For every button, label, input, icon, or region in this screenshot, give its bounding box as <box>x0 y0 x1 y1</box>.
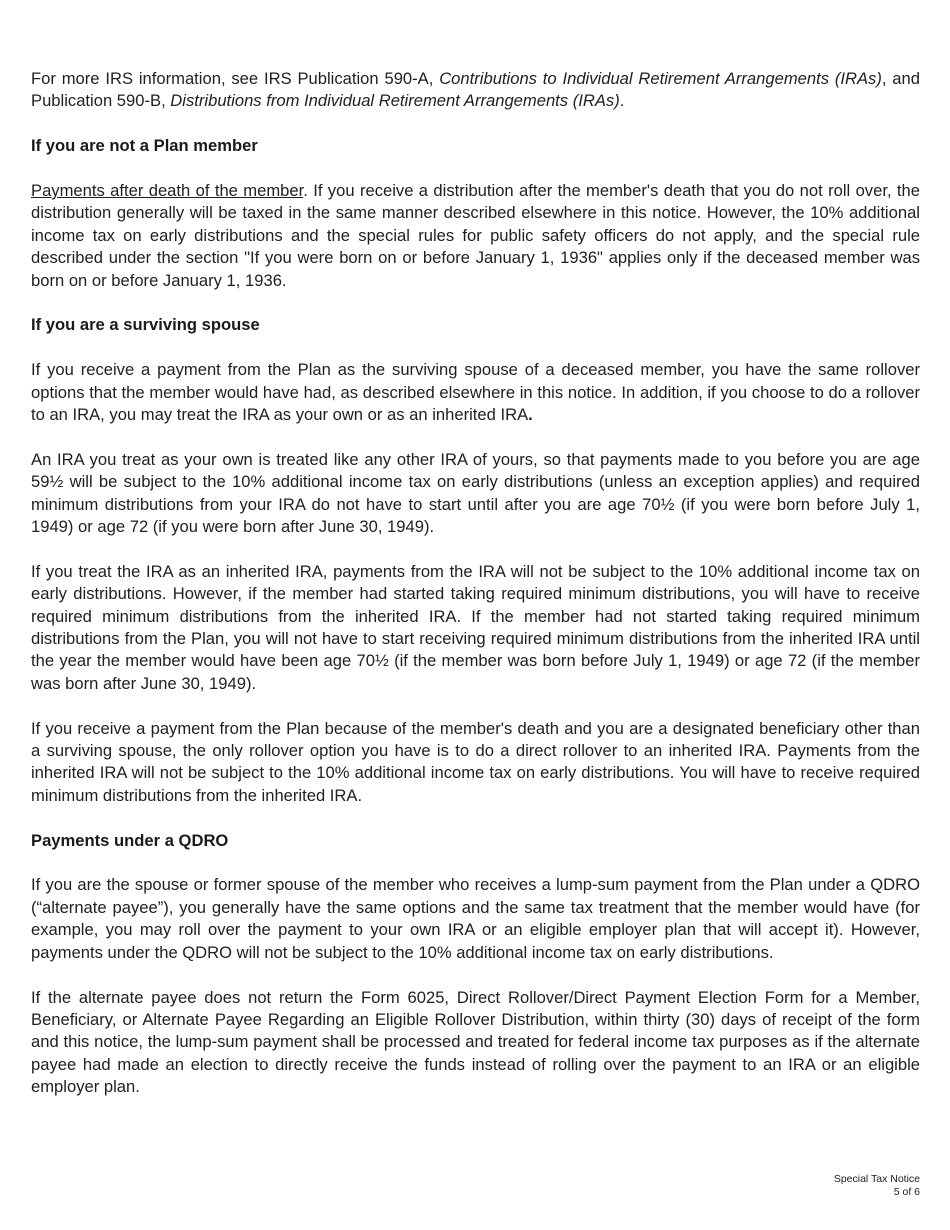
spouse-paragraph-1 <box>31 359 920 426</box>
footer-title: Special Tax Notice <box>833 1173 920 1185</box>
qdro-paragraph-1: If you are the spouse or former spouse of the member who receives a lump-sum payment from the Plan under a QDRO (“alternate payee”), you generally have the same options and the same tax treatment that the member would have (for example, you may roll over the payment to your own IRA or an eligible employer plan that will accept it). However, payments under the QDRO will not be subject to the 10% additional income tax on early distributions. <box>31 875 920 962</box>
spouse-paragraph-4: If you receive a payment from the Plan because of the member's death and you are a designated beneficiary other than a surviving spouse, the only rollover option you have is to do a direct rollover to an inherited IRA. Payments from the inherited IRA will not be subject to the 10% additional income tax on early distributions. You will have to receive required minimum distributions from the inherited IRA. <box>31 718 920 805</box>
page-number: 5 of 6 <box>893 1186 920 1198</box>
page-footer <box>834 1173 920 1199</box>
spouse-paragraph-1-period: . <box>528 405 533 425</box>
spouse-paragraph-1-text: If you receive a payment from the Plan as the surviving spouse of a deceased member, you have the same rollover options that the member would have had, as described elsewhere in this notice. In addition, if you choose to do a rollover to an IRA, you may treat the IRA as your own or as an inherited IRA <box>31 360 920 425</box>
spouse-paragraph-3: If you treat the IRA as an inherited IRA, payments from the IRA will not be subject to the 10% additional income tax on early distributions. However, if the member had started taking required minimum distributions, you will have to receive required minimum distributions from the inherited IRA. If the member had not started taking required minimum distributions from the Plan, you will not have to start receiving required minimum distributions from the inherited IRA until the year the member would have been age 70½ (if the member was born before July 1, 1949) or age 72 (if the member was born after June 30, 1949). <box>31 561 920 693</box>
document-body <box>31 68 920 1099</box>
publication-590b-title: Distributions from Individual Retirement Arrangements (IRAs) <box>170 91 620 111</box>
heading-not-member: If you are not a Plan member <box>31 136 258 156</box>
intro-text-2: , and Publication 590-B, <box>31 69 920 111</box>
heading-surviving-spouse: If you are a surviving spouse <box>31 315 260 335</box>
publication-590a-title: Contributions to Individual Retirement Arrangements (IRAs) <box>439 69 882 88</box>
payments-after-death-body: . If you receive a distribution after the member's death that you do not roll over, the distribution generally will be taxed in the same manner described elsewhere in this notice. However, the 10% additional income tax on early distributions and the special rules for public safety officers do not apply, and the special rule described under the section "If you were born on or before January 1, 1936" applies only if the deceased member was born on or before January 1, 1936. <box>31 181 920 290</box>
payments-after-death-lead: Payments after death of the member <box>31 181 304 200</box>
heading-qdro: Payments under a QDRO <box>31 830 229 850</box>
intro-paragraph <box>31 68 920 113</box>
spouse-paragraph-2: An IRA you treat as your own is treated like any other IRA of yours, so that payments made to you before you are age 59½ will be subject to the 10% additional income tax on early distributions (unless an exception applies) and required minimum distributions from your IRA do not have to start until after you are age 70½ (if you were born before July 1, 1949) or age 72 (if you were born after June 30, 1949). <box>31 449 920 537</box>
intro-text-3: . <box>619 91 625 111</box>
qdro-paragraph-2: If the alternate payee does not return the Form 6025, Direct Rollover/Direct Payment Election Form for a Member, Beneficiary, or Alternate Payee Regarding an Eligible Rollover Distribution, within thirty (30) days of receipt of the form and this notice, the lump-sum payment shall be processed and treated for federal income tax purposes as if the alternate payee had made an election to directly receive the funds instead of rolling over the payment to an IRA or an eligible employer plan. <box>31 987 920 1097</box>
intro-text-1: For more IRS information, see IRS Publication 590-A, <box>31 69 440 88</box>
payments-after-death-paragraph <box>31 180 920 292</box>
